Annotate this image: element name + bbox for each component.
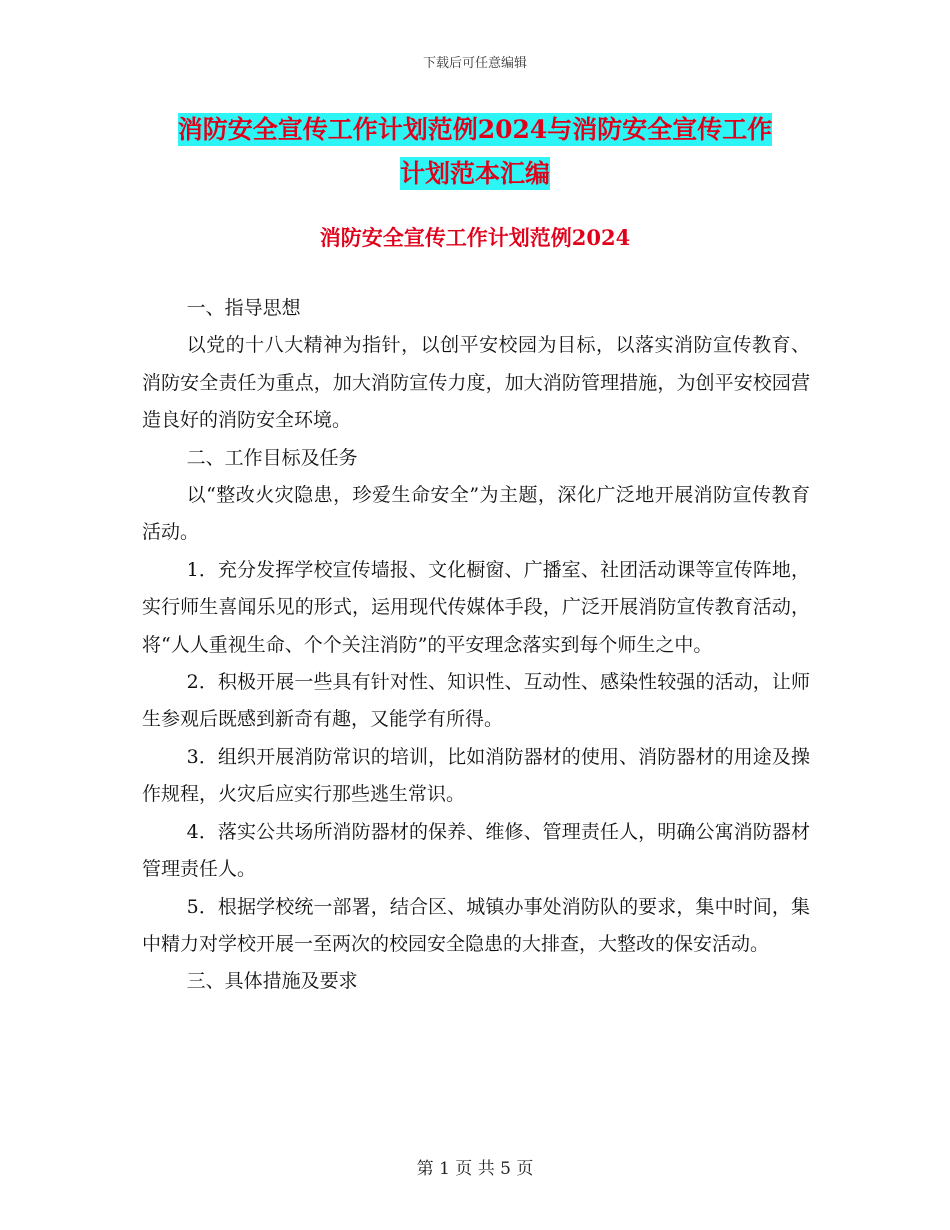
list-item: 5．根据学校统一部署，结合区、城镇办事处消防队的要求，集中时间，集中精力对学校开展一至两次的校园安全隐患的大排查，大整改的保安活动。	[142, 895, 810, 955]
section-subtitle: 消防安全宣传工作计划范例2024	[319, 225, 631, 250]
body-text	[142, 290, 810, 1001]
title-line-2: 计划范本汇编	[399, 159, 550, 188]
page-footer: 第 1 页 共 5 页	[416, 1159, 534, 1179]
heading-work-goals: 二、工作目标及任务	[186, 446, 358, 469]
title-line-1: 消防安全宣传工作计划范例2024与消防安全宣传工作	[177, 115, 773, 144]
paragraph: 以党的十八大精神为指针，以创平安校园为目标，以落实消防宣传教育、消防安全责任为重点，加大消防宣传力度，加大消防管理措施，为创平安校园营造良好的消防安全环境。	[142, 334, 810, 432]
heading-specific-measures: 三、具体措施及要求	[186, 970, 358, 993]
heading-guiding-ideology: 一、指导思想	[186, 297, 301, 319]
document-title	[140, 108, 810, 196]
list-item: 3．组织开展消防常识的培训，比如消防器材的使用、消防器材的用途及操作规程，火灾后应实行那些逃生常识。	[142, 745, 810, 806]
paragraph: 以“整改火灾隐患，珍爱生命安全”为主题，深化广泛地开展消防宣传教育活动。	[142, 484, 810, 544]
list-item: 2．积极开展一些具有针对性、知识性、互动性、感染性较强的活动，让师生参观后既感到新奇有趣，又能学有所得。	[142, 671, 810, 731]
list-item: 4．落实公共场所消防器材的保养、维修、管理责任人，明确公寓消防器材管理责任人。	[142, 820, 810, 881]
header-note: 下载后可任意编辑	[422, 56, 527, 71]
list-item: 1．充分发挥学校宣传墙报、文化橱窗、广播室、社团活动课等宣传阵地，实行师生喜闻乐见的形式，运用现代传媒体手段，广泛开展消防宣传教育活动，将“人人重视生命、个个关注消防”的平安理念落实到每个师生之中。	[142, 558, 810, 656]
